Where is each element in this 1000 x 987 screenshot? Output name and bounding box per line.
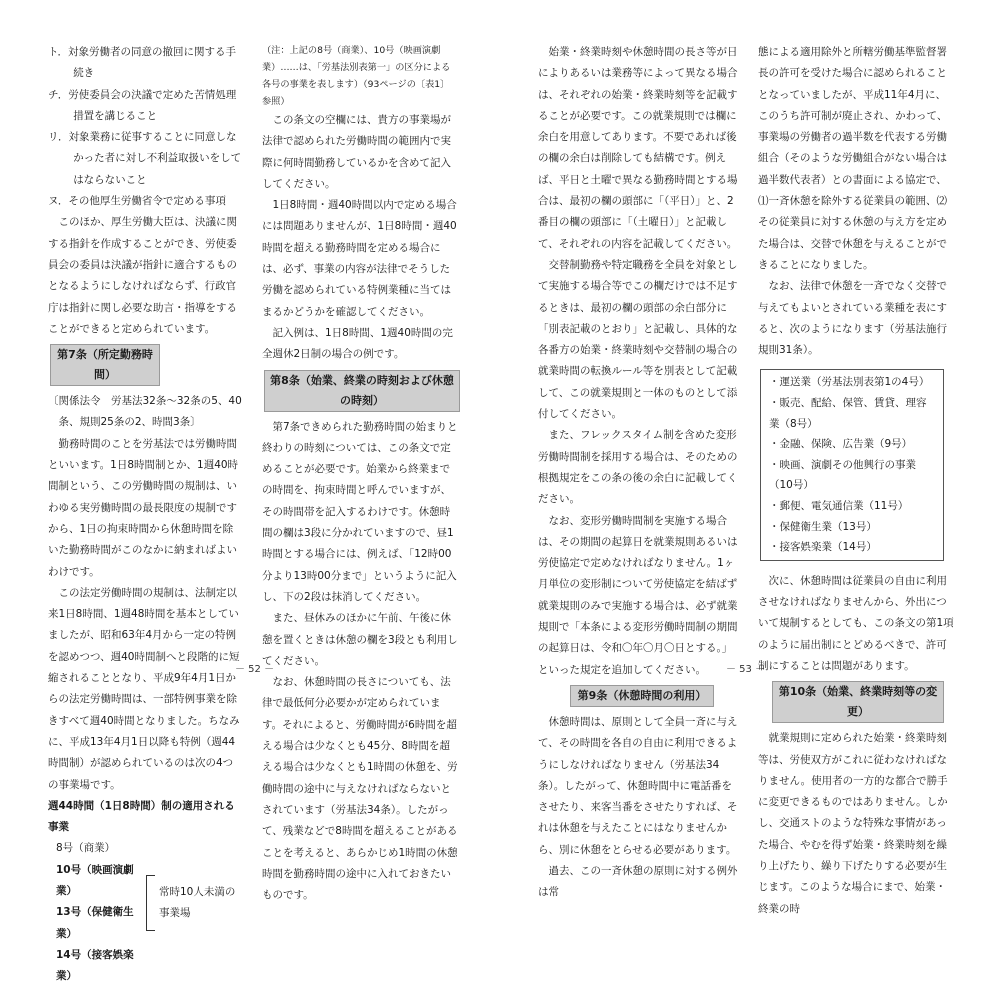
industry-item: ・接客娯楽業（14号） [769,541,877,554]
paragraph: また、昼休みのほかに午前、午後に休憩を置くときは休憩の欄を3段とも利用してください。 [262,612,458,667]
paragraph: 始業・終業時刻や休憩時間の長さ等が日によりあるいは業務等によって異なる場合は、それぞれの始業・終業時刻等を記載することが必要です。この就業規則では欄に余白を用意してあります。不要であれば後の欄の余白は削除しても結構です。例えば、平日と土曜で異なる勤務時間とする場合は、最初の欄の頭部に「（平日）」と、2番目の欄の頭部に「（土曜日）」と記載して、それぞれの内容を記載してください。 [538,46,738,250]
paragraph: なお、休憩時間の長さについても、法律で最低何分必要かが定められています。それによると、労働時間が6時間を超える場合は少なくとも45分、8時間を超える場合は少なくとも1時間の休憩を、労働時間の途中に与えなければならないとされています（労基法34条）。したがって、残業などで8時間を超えることがあることを考えると、あらかじめ1時間の休憩時間を勤務時間の途中に入れておきたいものです。 [262,676,458,902]
industry-item: ・保健衛生業（13号） [769,520,877,533]
section-heading-article-8: 第8条（始業、終業の時刻および休憩の時刻） [264,370,460,412]
paragraph: また、フレックスタイム制を含めた変形労働時間制を採用する場合は、そのための根拠規定をこの条の後の余白に記載してください。 [538,429,738,506]
paragraph: 交替制勤務や特定職務を全員を対象として実施する場合等でこの欄だけでは不足するときは、最初の欄の頭部の余白部分に「別表記載のとおり」と記載し、具体的な各番方の始業・終業時刻や交替制の場合の就業時間の転換ルール等を別表として記載して、この就業規則と一体のものとして添付してください。 [538,258,738,421]
list-item-chi: チ．労使委員会の決議で定めた苦情処理措置を講じること [48,88,237,122]
paragraph: この条文の空欄には、貴方の事業場が法律で認められた労働時間の範囲内で実際に何時間勤務しているかを含めて記入してください。 [262,114,451,190]
list-item-nu: ヌ．その他厚生労働省令で定める事項 [48,195,226,208]
industry-item: ・金融、保険、広告業（9号） [769,438,913,451]
paragraph: 態による適用除外と所轄労働基準監督署長の許可を受けた場合に認められることとなっていましたが、平成11年4月に、このうち許可制が廃止され、かわって、事業場の労働者の過半数を代表する労働組合（そのような労働組合がない場合は過半数代表者）との書面による協定で、⑴一斉休憩を除外する従業員の範囲、⑵その従業員に対する休憩の与え方を定めた場合は、交替で休憩を与えることができることになりました。 [758,46,948,271]
industry-item: ・販売、配給、保管、賃貸、理容業（8号） [769,397,927,430]
related-law-note: 〔関係法令 労基法32条～32条の5、40条、規則25条の2、時間3条〕 [48,395,242,429]
special-item-8: 8号（商業） [56,842,116,855]
paragraph: 就業規則に定められた始業・終業時刻等は、労使双方がこれに従わなければなりません。使用者の一方的な都合で勝手に変更できるものではありません。しかし、交通ストのような特殊な事情があった場合、やむを得ず始業・終業時刻を繰り上げたり、繰り下げたりする必要が生じます。このような場合にまで、始業・終業の時 [758,732,948,915]
page-number-right: － 53 － [726,664,766,675]
list-item-to: ト．対象労働者の同意の撤回に関する手続き [48,46,237,80]
paragraph: 第7条できめられた勤務時間の始まりと終わりの時刻については、この条文で定めることが必要です。始業から終業までの時間を、拘束時間と呼んでいますが、その時間帯を記入するわけです。休憩時間の欄は3段に分かれていますので、昼1時間とする場合には、例えば、「12時00分より13時00分まで」というように記入し、下の2段は抹消してください。 [262,420,458,603]
paragraph: なお、法律で休憩を一斉でなく交替で与えてもよいとされている業種を表にすると、次のようになります（労基法施行規則31条）。 [758,280,947,357]
special-industries-list [48,838,242,987]
paragraph: 次に、休憩時間は従業員の自由に利用させなければなりませんから、外出について規制するとしても、この条文の第1項のように届出制にとどめるべきで、許可制にすることは問題があります。 [758,574,954,672]
industry-item: ・運送業（労基法別表第1の4号） [769,376,930,389]
section-heading-article-7: 第7条（所定勤務時間） [50,344,160,386]
paragraph: 休憩時間は、原則として全員一斉に与えて、その時間を各自の自由に利用できるようにしなければなりません（労基法34条）。したがって、休憩時間中に電話番をさせたり、来客当番をさせたりすれば、それは休憩を与えたことにはなりませんから、別に休憩をとらせる必要があります。 [538,715,738,856]
table-reference-note: （注：上記の8号（商業）、10号（映画演劇業）……は、「労基法別表第一」の区分による各号の事業を表します）（93ページの〔表1〕参照） [262,45,451,107]
paragraph: 1日8時間・週40時間以内で定める場合には問題ありませんが、1日8時間・週40時間を超える勤務時間を定める場合には、必ず、事業の内容が法律でそうした労働を認められている特例業種に当てはまるかどうかを確認してください。 [262,199,457,318]
paragraph: このほか、厚生労働大臣は、決議に関する指針を作成することができ、労使委員会の委員は決議が指針に適合するものとなるようにしなければならず、行政官庁は指針に関し必要な助言・指導をすることができると定められています。 [48,216,237,335]
industry-list-box [760,369,944,560]
paragraph: この法定労働時間の規制は、法制定以来1日8時間、1週48時間を基本としていましたが、昭和63年4月から一定の特例を認めつつ、週40時間制へと段階的に短縮されることとなり、平成9年4月1日からの法定労働時間は、一部特例事業を除きすべて週40時間となりました。ちなみに、平成13年4月1日以降も特例（週44時間制）が認められているのは次の4つの事業場です。 [48,586,240,791]
special-industries-title: 週44時間（1日8時間）制の適用される事業 [48,799,235,834]
special-item-14: 14号（接客娯楽業） [56,948,134,983]
industry-item: ・映画、演劇その他興行の事業（10号） [769,458,916,492]
paragraph: 過去、この一斉休憩の原則に対する例外は常 [538,864,738,899]
brace-mark [146,875,155,931]
paragraph: なお、変形労働時間制を実施する場合は、その期間の起算日を就業規則あるいは労使協定で定めなければなりません。1ヶ月単位の変形制について労使協定を結ばず就業規則のみで実施する場合は、必ず就業規則で「本条による変形労働時間制の期間の起算日は、令和〇年〇月〇日とする。」といった規定を追加してください。 [538,514,738,676]
right-page-column-1 [538,42,738,904]
right-page-column-2 [758,42,954,920]
paragraph: 勤務時間のことを労基法では労働時間といいます。1日8時間制とか、1週40時間制という、この労働時間の規制は、いわゆる実労働時間の最長限度の規制ですから、1日の拘束時間から休憩時間を除いた勤務時間がこのなかに納まればよいわけです。 [48,437,239,578]
page-number-left: － 52 － [235,664,275,675]
special-note-line2: 事業場 [159,906,191,919]
section-heading-article-10: 第10条（始業、終業時刻等の変更） [772,681,944,723]
list-item-ri: リ．対象業務に従事することに同意しなかった者に対し不利益取扱いをしてはならないこと [48,131,242,186]
special-note-line1: 常時10人未満の [159,885,236,898]
special-item-13: 13号（保健衛生業） [56,906,134,940]
section-heading-article-9: 第9条（休憩時間の利用） [570,685,714,707]
left-page-column-1 [48,42,242,987]
paragraph: 記入例は、1日8時間、1週40時間の完全週休2日制の場合の例です。 [262,326,453,361]
industry-item: ・郵便、電気通信業（11号） [769,500,909,513]
special-item-10: 10号（映画演劇業） [56,863,134,897]
left-page-column-2 [262,42,458,906]
